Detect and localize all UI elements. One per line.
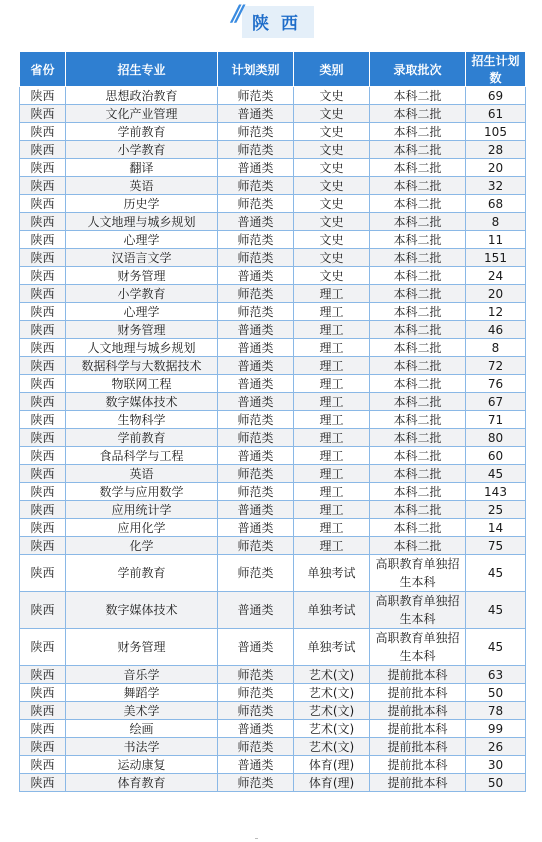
- cell-province: 陕西: [20, 483, 66, 501]
- cell-plan-category: 普通类: [218, 592, 294, 629]
- cell-province: 陕西: [20, 195, 66, 213]
- cell-major: 汉语言文学: [66, 249, 218, 267]
- cell-batch: 本科二批: [370, 249, 466, 267]
- table-row: [20, 666, 526, 684]
- page-title: 陕 西: [252, 14, 301, 34]
- cell-province: 陕西: [20, 629, 66, 666]
- table-row: [20, 357, 526, 375]
- cell-plan-category: 师范类: [218, 465, 294, 483]
- cell-major: 数字媒体技术: [66, 393, 218, 411]
- cell-category: 理工: [294, 339, 370, 357]
- cell-category: 文史: [294, 159, 370, 177]
- cell-major: 生物科学: [66, 411, 218, 429]
- cell-major: 舞蹈学: [66, 684, 218, 702]
- cell-batch: 本科二批: [370, 447, 466, 465]
- cell-major: 小学教育: [66, 141, 218, 159]
- cell-province: 陕西: [20, 720, 66, 738]
- cell-province: 陕西: [20, 555, 66, 592]
- cell-plan-category: 师范类: [218, 411, 294, 429]
- cell-quota: 26: [466, 738, 526, 756]
- cell-batch: 提前批本科: [370, 684, 466, 702]
- cell-quota: 99: [466, 720, 526, 738]
- cell-major: 食品科学与工程: [66, 447, 218, 465]
- cell-major: 财务管理: [66, 267, 218, 285]
- cell-batch: 提前批本科: [370, 666, 466, 684]
- cell-category: 艺术(文): [294, 738, 370, 756]
- cell-plan-category: 普通类: [218, 629, 294, 666]
- cell-province: 陕西: [20, 684, 66, 702]
- cell-category: 理工: [294, 375, 370, 393]
- table-row: [20, 213, 526, 231]
- cell-major: 心理学: [66, 231, 218, 249]
- cell-quota: 24: [466, 267, 526, 285]
- cell-category: 单独考试: [294, 555, 370, 592]
- cell-major: 应用统计学: [66, 501, 218, 519]
- admissions-table: [19, 51, 526, 792]
- cell-batch: 本科二批: [370, 285, 466, 303]
- cell-major: 数学与应用数学: [66, 483, 218, 501]
- cell-category: 理工: [294, 537, 370, 555]
- cell-quota: 80: [466, 429, 526, 447]
- cell-plan-category: 师范类: [218, 555, 294, 592]
- cell-major: 音乐学: [66, 666, 218, 684]
- cell-batch: 本科二批: [370, 375, 466, 393]
- cell-batch: 本科二批: [370, 429, 466, 447]
- cell-plan-category: 普通类: [218, 519, 294, 537]
- cell-major: 人文地理与城乡规划: [66, 339, 218, 357]
- cell-batch: 提前批本科: [370, 720, 466, 738]
- cell-batch: 本科二批: [370, 123, 466, 141]
- cell-quota: 67: [466, 393, 526, 411]
- cell-batch: 本科二批: [370, 411, 466, 429]
- cell-major: 化学: [66, 537, 218, 555]
- table-row: [20, 375, 526, 393]
- cell-major: 学前教育: [66, 123, 218, 141]
- cell-province: 陕西: [20, 177, 66, 195]
- cell-province: 陕西: [20, 303, 66, 321]
- cell-major: 历史学: [66, 195, 218, 213]
- cell-plan-category: 师范类: [218, 537, 294, 555]
- cell-category: 文史: [294, 213, 370, 231]
- cell-province: 陕西: [20, 501, 66, 519]
- cell-category: 艺术(文): [294, 684, 370, 702]
- cell-plan-category: 普通类: [218, 720, 294, 738]
- cell-province: 陕西: [20, 447, 66, 465]
- cell-major: 小学教育: [66, 285, 218, 303]
- cell-province: 陕西: [20, 393, 66, 411]
- cell-plan-category: 普通类: [218, 213, 294, 231]
- cell-quota: 45: [466, 629, 526, 666]
- cell-plan-category: 师范类: [218, 123, 294, 141]
- cell-province: 陕西: [20, 702, 66, 720]
- cell-quota: 50: [466, 684, 526, 702]
- cell-plan-category: 师范类: [218, 738, 294, 756]
- cell-category: 文史: [294, 267, 370, 285]
- cell-quota: 30: [466, 756, 526, 774]
- cell-plan-category: 师范类: [218, 429, 294, 447]
- cell-quota: 45: [466, 592, 526, 629]
- cell-batch: 提前批本科: [370, 702, 466, 720]
- cell-batch: 本科二批: [370, 87, 466, 105]
- table-row: [20, 429, 526, 447]
- cell-category: 艺术(文): [294, 702, 370, 720]
- header-batch: 录取批次: [370, 52, 466, 87]
- cell-province: 陕西: [20, 738, 66, 756]
- table-row: [20, 105, 526, 123]
- cell-province: 陕西: [20, 213, 66, 231]
- cell-quota: 60: [466, 447, 526, 465]
- cell-category: 文史: [294, 195, 370, 213]
- cell-quota: 11: [466, 231, 526, 249]
- cell-plan-category: 普通类: [218, 321, 294, 339]
- cell-province: 陕西: [20, 592, 66, 629]
- title-slash-icon: //: [232, 2, 241, 27]
- cell-plan-category: 普通类: [218, 267, 294, 285]
- cell-quota: 151: [466, 249, 526, 267]
- cell-province: 陕西: [20, 159, 66, 177]
- cell-category: 文史: [294, 249, 370, 267]
- cell-batch: 高职教育单独招生本科: [370, 592, 466, 629]
- cell-quota: 50: [466, 774, 526, 792]
- table-row: [20, 393, 526, 411]
- table-row: [20, 285, 526, 303]
- cell-major: 心理学: [66, 303, 218, 321]
- cell-plan-category: 师范类: [218, 87, 294, 105]
- cell-province: 陕西: [20, 357, 66, 375]
- table-row: [20, 123, 526, 141]
- table-row: [20, 447, 526, 465]
- cell-province: 陕西: [20, 87, 66, 105]
- header-province: 省份: [20, 52, 66, 87]
- cell-plan-category: 普通类: [218, 357, 294, 375]
- cell-category: 文史: [294, 231, 370, 249]
- cell-category: 文史: [294, 141, 370, 159]
- cell-batch: 本科二批: [370, 213, 466, 231]
- cell-major: 财务管理: [66, 321, 218, 339]
- cell-province: 陕西: [20, 429, 66, 447]
- cell-plan-category: 师范类: [218, 249, 294, 267]
- cell-category: 体育(理): [294, 756, 370, 774]
- cell-batch: 本科二批: [370, 159, 466, 177]
- cell-batch: 本科二批: [370, 537, 466, 555]
- cell-province: 陕西: [20, 285, 66, 303]
- table-row: [20, 177, 526, 195]
- cell-major: 数据科学与大数据技术: [66, 357, 218, 375]
- cell-quota: 71: [466, 411, 526, 429]
- cell-batch: 本科二批: [370, 195, 466, 213]
- cell-category: 单独考试: [294, 592, 370, 629]
- table-row: [20, 231, 526, 249]
- table-row: [20, 141, 526, 159]
- cell-category: 单独考试: [294, 629, 370, 666]
- table-row: [20, 303, 526, 321]
- cell-batch: 提前批本科: [370, 738, 466, 756]
- table-row: [20, 411, 526, 429]
- cell-major: 人文地理与城乡规划: [66, 213, 218, 231]
- cell-province: 陕西: [20, 411, 66, 429]
- cell-plan-category: 普通类: [218, 375, 294, 393]
- cell-quota: 8: [466, 339, 526, 357]
- cell-province: 陕西: [20, 231, 66, 249]
- cell-category: 理工: [294, 483, 370, 501]
- cell-major: 英语: [66, 177, 218, 195]
- cell-major: 财务管理: [66, 629, 218, 666]
- cell-major: 体育教育: [66, 774, 218, 792]
- cell-major: 绘画: [66, 720, 218, 738]
- cell-quota: 143: [466, 483, 526, 501]
- cell-quota: 68: [466, 195, 526, 213]
- cell-plan-category: 普通类: [218, 339, 294, 357]
- cell-quota: 8: [466, 213, 526, 231]
- cell-category: 体育(理): [294, 774, 370, 792]
- cell-plan-category: 师范类: [218, 285, 294, 303]
- cell-batch: 本科二批: [370, 321, 466, 339]
- table-row: [20, 537, 526, 555]
- cell-category: 理工: [294, 357, 370, 375]
- cell-category: 理工: [294, 411, 370, 429]
- cell-batch: 本科二批: [370, 393, 466, 411]
- cell-plan-category: 师范类: [218, 666, 294, 684]
- table-row: [20, 629, 526, 666]
- cell-major: 英语: [66, 465, 218, 483]
- cell-batch: 提前批本科: [370, 774, 466, 792]
- table-row: [20, 702, 526, 720]
- table-row: [20, 249, 526, 267]
- cell-major: 书法学: [66, 738, 218, 756]
- cell-batch: 高职教育单独招生本科: [370, 555, 466, 592]
- table-row: [20, 756, 526, 774]
- header-category: 类别: [294, 52, 370, 87]
- table-row: [20, 465, 526, 483]
- cell-province: 陕西: [20, 375, 66, 393]
- page-divider: [255, 838, 258, 839]
- cell-major: 翻译: [66, 159, 218, 177]
- table-row: [20, 592, 526, 629]
- cell-plan-category: 师范类: [218, 231, 294, 249]
- cell-plan-category: 普通类: [218, 105, 294, 123]
- cell-quota: 45: [466, 465, 526, 483]
- cell-plan-category: 师范类: [218, 303, 294, 321]
- cell-quota: 20: [466, 285, 526, 303]
- cell-category: 理工: [294, 501, 370, 519]
- table-header-row: [20, 52, 526, 87]
- cell-category: 理工: [294, 285, 370, 303]
- cell-batch: 本科二批: [370, 357, 466, 375]
- cell-category: 艺术(文): [294, 720, 370, 738]
- cell-quota: 105: [466, 123, 526, 141]
- cell-category: 理工: [294, 321, 370, 339]
- cell-major: 物联网工程: [66, 375, 218, 393]
- cell-plan-category: 普通类: [218, 756, 294, 774]
- cell-quota: 14: [466, 519, 526, 537]
- cell-quota: 20: [466, 159, 526, 177]
- cell-batch: 本科二批: [370, 141, 466, 159]
- cell-category: 文史: [294, 177, 370, 195]
- cell-category: 理工: [294, 303, 370, 321]
- cell-category: 文史: [294, 105, 370, 123]
- cell-province: 陕西: [20, 267, 66, 285]
- cell-province: 陕西: [20, 537, 66, 555]
- table-row: [20, 720, 526, 738]
- table-row: [20, 159, 526, 177]
- table-row: [20, 339, 526, 357]
- cell-province: 陕西: [20, 339, 66, 357]
- cell-batch: 高职教育单独招生本科: [370, 629, 466, 666]
- table-row: [20, 684, 526, 702]
- cell-quota: 69: [466, 87, 526, 105]
- table-row: [20, 321, 526, 339]
- cell-major: 学前教育: [66, 555, 218, 592]
- cell-plan-category: 师范类: [218, 141, 294, 159]
- cell-major: 文化产业管理: [66, 105, 218, 123]
- cell-plan-category: 普通类: [218, 159, 294, 177]
- table-row: [20, 267, 526, 285]
- cell-plan-category: 师范类: [218, 483, 294, 501]
- table-body: [20, 87, 526, 792]
- cell-quota: 12: [466, 303, 526, 321]
- cell-plan-category: 师范类: [218, 774, 294, 792]
- cell-quota: 78: [466, 702, 526, 720]
- cell-quota: 25: [466, 501, 526, 519]
- cell-major: 美术学: [66, 702, 218, 720]
- cell-category: 理工: [294, 447, 370, 465]
- cell-major: 思想政治教育: [66, 87, 218, 105]
- cell-quota: 75: [466, 537, 526, 555]
- cell-quota: 32: [466, 177, 526, 195]
- cell-plan-category: 普通类: [218, 447, 294, 465]
- cell-plan-category: 师范类: [218, 195, 294, 213]
- cell-category: 理工: [294, 429, 370, 447]
- table-row: [20, 774, 526, 792]
- cell-batch: 本科二批: [370, 501, 466, 519]
- cell-plan-category: 师范类: [218, 177, 294, 195]
- cell-batch: 本科二批: [370, 339, 466, 357]
- cell-batch: 本科二批: [370, 465, 466, 483]
- cell-province: 陕西: [20, 141, 66, 159]
- cell-plan-category: 普通类: [218, 501, 294, 519]
- table-row: [20, 555, 526, 592]
- cell-province: 陕西: [20, 666, 66, 684]
- cell-quota: 61: [466, 105, 526, 123]
- cell-batch: 本科二批: [370, 483, 466, 501]
- table-row: [20, 501, 526, 519]
- cell-major: 数字媒体技术: [66, 592, 218, 629]
- cell-province: 陕西: [20, 756, 66, 774]
- cell-quota: 45: [466, 555, 526, 592]
- cell-plan-category: 普通类: [218, 393, 294, 411]
- cell-batch: 本科二批: [370, 105, 466, 123]
- cell-quota: 63: [466, 666, 526, 684]
- cell-category: 理工: [294, 519, 370, 537]
- cell-batch: 本科二批: [370, 303, 466, 321]
- cell-province: 陕西: [20, 105, 66, 123]
- cell-category: 理工: [294, 465, 370, 483]
- cell-province: 陕西: [20, 465, 66, 483]
- cell-province: 陕西: [20, 123, 66, 141]
- header-quota: 招生计划数: [466, 52, 526, 87]
- cell-quota: 72: [466, 357, 526, 375]
- cell-batch: 本科二批: [370, 267, 466, 285]
- header-plan-category: 计划类别: [218, 52, 294, 87]
- cell-batch: 本科二批: [370, 177, 466, 195]
- cell-batch: 提前批本科: [370, 756, 466, 774]
- cell-province: 陕西: [20, 249, 66, 267]
- cell-category: 艺术(文): [294, 666, 370, 684]
- table-row: [20, 483, 526, 501]
- cell-category: 文史: [294, 123, 370, 141]
- cell-major: 应用化学: [66, 519, 218, 537]
- cell-province: 陕西: [20, 321, 66, 339]
- cell-category: 文史: [294, 87, 370, 105]
- cell-quota: 76: [466, 375, 526, 393]
- cell-batch: 本科二批: [370, 231, 466, 249]
- cell-province: 陕西: [20, 519, 66, 537]
- cell-quota: 46: [466, 321, 526, 339]
- table-row: [20, 519, 526, 537]
- cell-quota: 28: [466, 141, 526, 159]
- cell-major: 学前教育: [66, 429, 218, 447]
- table-row: [20, 87, 526, 105]
- cell-batch: 本科二批: [370, 519, 466, 537]
- table-row: [20, 738, 526, 756]
- cell-major: 运动康复: [66, 756, 218, 774]
- header-major: 招生专业: [66, 52, 218, 87]
- cell-category: 理工: [294, 393, 370, 411]
- table-row: [20, 195, 526, 213]
- cell-plan-category: 师范类: [218, 702, 294, 720]
- cell-plan-category: 师范类: [218, 684, 294, 702]
- cell-province: 陕西: [20, 774, 66, 792]
